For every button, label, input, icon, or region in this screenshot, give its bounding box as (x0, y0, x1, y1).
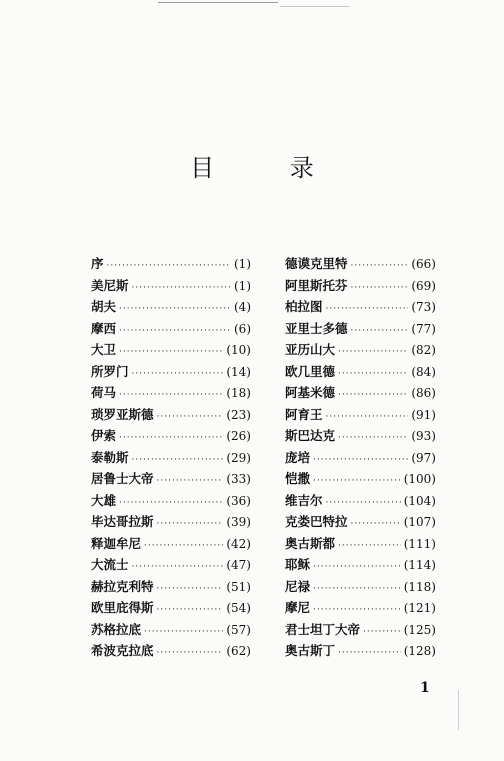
toc-entry-page: (84) (411, 364, 436, 379)
toc-entry (91, 597, 251, 619)
toc-entry-title: 恺撒 (285, 471, 311, 486)
toc-entry-title: 耶稣 (285, 557, 311, 572)
scan-artifact-line (158, 2, 278, 3)
toc-leader-dots (157, 643, 224, 665)
toc-entry-page: (29) (226, 450, 251, 465)
toc-entry-title: 柏拉图 (285, 299, 323, 314)
toc-entry (91, 533, 251, 555)
toc-entry-title: 伊索 (91, 428, 117, 443)
toc-leader-dots (132, 364, 224, 386)
toc-entry-page: (73) (411, 300, 436, 314)
toc-entry-page: (23) (226, 407, 251, 422)
toc-leader-dots (351, 256, 409, 278)
toc-entry-title: 维吉尔 (285, 492, 323, 508)
toc-entry-page: (97) (411, 450, 436, 465)
toc-entry-page: (107) (403, 515, 436, 529)
toc-entry-page: (104) (403, 493, 436, 508)
toc-leader-dots (157, 600, 224, 622)
toc-left-column (91, 253, 251, 662)
toc-entry (91, 425, 251, 447)
toc-entry (91, 619, 251, 641)
toc-entry-title: 毕达哥拉斯 (91, 514, 154, 529)
toc-leader-dots (119, 428, 223, 450)
toc-entry-title: 奥古斯丁 (285, 643, 336, 658)
toc-entry-page: (93) (411, 429, 436, 443)
toc-entry-title: 希波克拉底 (91, 643, 154, 658)
toc-entry-title: 苏格拉底 (91, 621, 142, 637)
toc-leader-dots (338, 643, 401, 665)
toc-leader-dots (351, 278, 409, 300)
toc-entry (91, 447, 251, 469)
toc-entry-page: (69) (411, 278, 436, 293)
toc-entry-title: 琐罗亚斯德 (91, 406, 154, 422)
toc-entry-title: 摩尼 (285, 600, 311, 615)
toc-entry-page: (1) (234, 257, 251, 271)
toc-entry-page: (100) (403, 472, 436, 486)
toc-entry-page: (6) (234, 321, 251, 336)
toc-entry-page: (10) (226, 343, 251, 357)
toc-entry-page: (82) (411, 343, 436, 357)
toc-entry-page: (4) (234, 300, 251, 314)
toc-entry-page: (128) (403, 644, 436, 658)
toc-entry (285, 533, 436, 555)
toc-entry-title: 荷马 (91, 385, 117, 400)
toc-entry-title: 赫拉克利特 (91, 578, 154, 594)
toc-leader-dots (313, 471, 401, 493)
toc-entry-title: 奥古斯都 (285, 535, 336, 551)
toc-entry (91, 554, 251, 576)
toc-leader-dots (144, 536, 223, 558)
toc-entry (91, 490, 251, 512)
toc-entry-title: 庞培 (285, 449, 311, 465)
toc-leader-dots (363, 622, 401, 644)
toc-entry-page: (54) (226, 601, 251, 615)
toc-entry-page: (47) (226, 558, 251, 572)
toc-leader-dots (157, 407, 224, 429)
toc-entry-title: 序 (91, 256, 104, 271)
toc-entry-title: 所罗门 (91, 363, 129, 379)
toc-entry (285, 318, 436, 340)
toc-entry (285, 296, 436, 318)
toc-entry (285, 447, 436, 469)
toc-right-column (285, 253, 436, 662)
toc-entry-title: 大流士 (91, 557, 129, 572)
toc-leader-dots (157, 514, 224, 536)
toc-entry (91, 339, 251, 361)
toc-leader-dots (144, 622, 223, 644)
toc-entry-page: (86) (411, 386, 436, 400)
toc-leader-dots (351, 321, 409, 343)
toc-leader-dots (313, 450, 408, 472)
toc-entry-title: 克娄巴特拉 (285, 514, 348, 529)
toc-entry (91, 576, 251, 598)
toc-entry-page: (91) (411, 407, 436, 422)
toc-entry-page: (114) (403, 558, 436, 572)
toc-entry-page: (111) (403, 536, 436, 551)
toc-entry (285, 253, 436, 275)
toc-entry (91, 640, 251, 662)
toc-entry-page: (121) (403, 601, 436, 615)
toc-entry-page: (118) (403, 579, 436, 594)
margin-line (458, 690, 459, 730)
toc-entry (91, 404, 251, 426)
toc-entry-page: (57) (226, 622, 251, 637)
toc-entry-title: 大雄 (91, 492, 117, 508)
toc-entry (91, 296, 251, 318)
toc-entry-page: (26) (226, 429, 251, 443)
toc-entry-page: (39) (226, 515, 251, 529)
toc-leader-dots (313, 557, 401, 579)
toc-entry-page: (1) (234, 278, 251, 293)
toc-entry-page: (36) (226, 493, 251, 508)
toc-leader-dots (338, 536, 401, 558)
toc-entry (285, 404, 436, 426)
toc-entry-page: (14) (226, 364, 251, 379)
toc-entry-page: (66) (411, 257, 436, 271)
toc-leader-dots (132, 278, 231, 300)
toc-entry (91, 382, 251, 404)
toc-entry-title: 尼禄 (285, 578, 311, 594)
toc-entry (285, 511, 436, 533)
toc-leader-dots (338, 385, 408, 407)
toc-leader-dots (351, 514, 401, 536)
toc-leader-dots (119, 299, 231, 321)
toc-entry-title: 德谟克里特 (285, 256, 348, 271)
toc-entry (91, 253, 251, 275)
toc-entry-title: 泰勒斯 (91, 449, 129, 465)
toc-entry-title: 君士坦丁大帝 (285, 621, 361, 637)
page-number: 1 (420, 680, 430, 696)
toc-entry-title: 胡夫 (91, 299, 117, 314)
toc-entry (285, 468, 436, 490)
toc-entry (285, 576, 436, 598)
toc-entry (285, 619, 436, 641)
toc-entry-page: (62) (226, 644, 251, 658)
toc-entry (285, 382, 436, 404)
toc-leader-dots (157, 579, 224, 601)
toc-entry-title: 大卫 (91, 342, 117, 357)
toc-entry-title: 释迦牟尼 (91, 535, 142, 551)
toc-entry-title: 阿基米德 (285, 385, 336, 400)
toc-entry (285, 361, 436, 383)
toc-leader-dots (313, 579, 401, 601)
toc-leader-dots (338, 364, 408, 386)
toc-entry (285, 554, 436, 576)
toc-leader-dots (326, 407, 409, 429)
toc-entry-page: (42) (226, 536, 251, 551)
toc-entry (285, 597, 436, 619)
toc-entry-page: (77) (411, 321, 436, 336)
toc-leader-dots (338, 342, 408, 364)
toc-leader-dots (119, 321, 231, 343)
toc-entry-page: (33) (226, 472, 251, 486)
toc-entry (285, 490, 436, 512)
scan-artifact-line (280, 6, 350, 7)
toc-entry-page: (18) (226, 386, 251, 400)
toc-entry (91, 318, 251, 340)
toc-entry-title: 居鲁士大帝 (91, 471, 154, 486)
toc-entry (285, 275, 436, 297)
toc-entry-page: (125) (403, 622, 436, 637)
toc-entry-title: 欧几里德 (285, 363, 336, 379)
toc-entry (285, 339, 436, 361)
toc-entry-page: (51) (226, 579, 251, 594)
page-title: 目 录 (190, 154, 348, 182)
toc-entry-title: 阿里斯托芬 (285, 277, 348, 293)
toc-leader-dots (119, 342, 223, 364)
toc-entry (91, 361, 251, 383)
toc-entry-title: 欧里庇得斯 (91, 600, 154, 615)
toc-leader-dots (338, 428, 408, 450)
toc-entry-title: 阿育王 (285, 406, 323, 422)
toc-entry (91, 468, 251, 490)
toc-entry-title: 亚里士多德 (285, 320, 348, 336)
toc-entry-title: 美尼斯 (91, 277, 129, 293)
toc-entry (91, 275, 251, 297)
toc-entry (285, 425, 436, 447)
toc-entry-title: 斯巴达克 (285, 428, 336, 443)
toc-entry (285, 640, 436, 662)
toc-entry (91, 511, 251, 533)
toc-entry-title: 摩西 (91, 320, 117, 336)
toc-entry-title: 亚历山大 (285, 342, 336, 357)
toc-leader-dots (157, 471, 224, 493)
